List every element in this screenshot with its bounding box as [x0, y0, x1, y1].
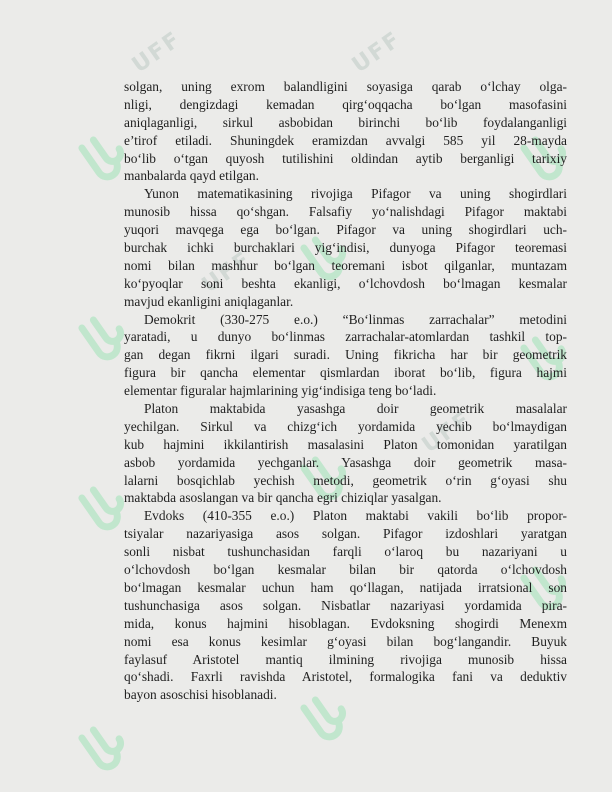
paragraph	[124, 185, 567, 310]
text-line: solgan, uning exrom balandligini soyasiga qarab o‘lchay olga-	[124, 79, 567, 94]
text-line: qo‘shadi. Faxrli ravishda Aristotel, formalogika fani va deduktiv	[124, 669, 567, 685]
text-line: aniqlaganligi, sirkul asbobidan birinchi bo‘lib foydalanganligi	[124, 114, 567, 130]
text-line: tsiyalar nazariyasiga asos solgan. Pifagor izdoshlari yaratgan	[124, 526, 567, 542]
body-text	[124, 78, 567, 704]
text-line: Evdoks (410-355 e.o.) Platon maktabi vakili bo‘lib propor-	[144, 508, 567, 524]
paragraph	[124, 507, 567, 704]
text-line: nligi, dengizdagi kemadan qirg‘oqqacha bo‘lgan masofasini	[124, 96, 567, 112]
text-line: figura bir qancha elementar qismlardan iborat bo‘lib, figura hajmi	[124, 365, 567, 381]
paragraph	[124, 311, 567, 400]
text-line: yuqori mavqega ega bo‘lgan. Pifagor va uning shogirdlari uch-	[124, 222, 567, 238]
text-line: yechilgan. Sirkul va chizg‘ich yordamida yechib bo‘lmaydigan	[124, 418, 567, 434]
text-line: mida, konus hajmini hisoblagan. Evdoksning shogirdi Menexm	[124, 615, 567, 631]
text-line: nomi bilan mashhur bo‘lgan teoremani isbot qilganlar, muntazam	[124, 257, 567, 273]
text-line: elementar figuralar hajmlarining yig‘indisiga teng bo‘ladi.	[124, 383, 437, 399]
text-line: Demokrit (330-275 e.o.) “Bo‘linmas zarrachalar” metodini	[144, 311, 567, 327]
text-line: ko‘pyoqlar soni beshta ekanligi, o‘lchovdosh bo‘lmagan kesmalar	[124, 275, 567, 291]
text-line: munosib hissa qo‘shgan. Falsafiy yo‘nalishdagi Pifagor maktabi	[124, 204, 567, 220]
text-line: sonli nisbat tushunchasidan farqli o‘laroq bu nazariyani u	[124, 544, 567, 560]
text-line: e’tirof etiladi. Shuningdek eramizdan avvalgi 585 yil 28-mayda	[124, 132, 567, 148]
text-line: bayon asoschisi hisoblanadi.	[124, 687, 277, 703]
text-line: mavjud ekanligini aniqlaganlar.	[124, 293, 294, 309]
text-line: asbob yordamida yechganlar. Yasashga doir geometrik masa-	[124, 454, 567, 470]
text-line: o‘lchovdosh bo‘lgan kesmalar bilan bir qatorda o‘lchovdosh	[124, 562, 567, 578]
text-line: kub hajmini ikkilantirish masalasini Platon tomonidan yaratilgan	[124, 436, 567, 452]
text-line: yaratadi, u dunyo bo‘linmas zarrachalar-atomlardan tashkil top-	[124, 329, 567, 345]
text-line: burchak ichki burchaklari yig‘indisi, dunyoga Pifagor teoremasi	[124, 240, 567, 256]
watermark-logo-icon	[67, 709, 145, 787]
text-line: bo‘lmagan kesmalar uchun ham qo‘llagan, natijada irratsional son	[124, 579, 567, 595]
text-line: maktabda asoslangan va bir qancha egri chiziqlar yasalgan.	[124, 490, 442, 506]
text-line: manbalarda qayd etilgan.	[124, 168, 259, 184]
text-line: Yunon matematikasining rivojiga Pifagor va uning shogirdlari	[144, 186, 567, 202]
text-line: bo‘lib o‘tgan quyosh tutilishini oldindan aytib berganligi tarixiy	[124, 150, 567, 166]
watermark-layer: UFF UFF UFF UFF	[0, 0, 612, 792]
paragraph	[124, 400, 567, 507]
paragraph	[124, 78, 567, 185]
text-line: faylasuf Aristotel mantiq ilmining rivojiga munosib hissa	[124, 651, 567, 667]
text-line: tushunchasiga asos solgan. Nisbatlar nazariyasi yordamida pira-	[124, 597, 567, 613]
text-line: gan degan fikrni ilgari suradi. Uning fikricha har bir geometrik	[124, 347, 567, 363]
text-line: Platon maktabida yasashga doir geometrik masalalar	[144, 401, 567, 417]
text-line: nomi esa konus kesimlar g‘oyasi bilan bog‘langandir. Buyuk	[124, 633, 567, 649]
text-line: lalarni bosqichlab yechish metodi, geometrik o‘rin g‘oyasi shu	[124, 472, 567, 488]
